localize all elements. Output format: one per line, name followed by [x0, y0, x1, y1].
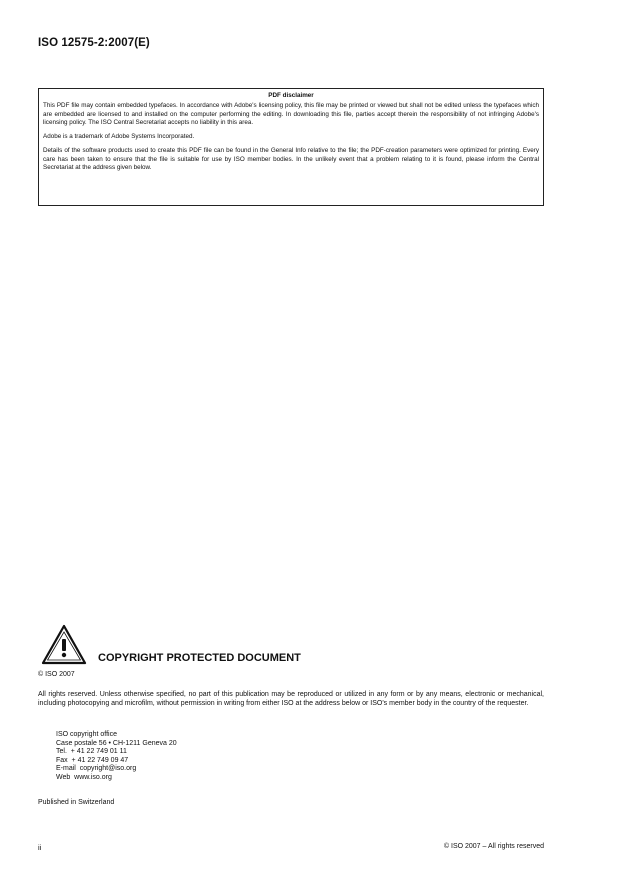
iso-address-block	[56, 731, 177, 783]
address-line: Case postale 56 • CH-1211 Geneva 20	[56, 739, 177, 747]
warning-triangle-icon	[41, 624, 87, 666]
copyright-heading: COPYRIGHT PROTECTED DOCUMENT	[98, 652, 301, 664]
address-line-phone: Tel. + 41 22 749 01 11	[56, 748, 127, 756]
rights-statement: All rights reserved. Unless otherwise specified, no part of this publication may be reproduced or utilized in any form or by any means, electronic or mechanical, including photocopying and microfilm, without permission in writing from either ISO at the address below or ISO's member body in the country of the requester.	[38, 691, 544, 708]
footer-copyright: © ISO 2007 – All rights reserved	[443, 843, 544, 850]
address-line-fax: Fax + 41 22 749 09 47	[56, 756, 129, 764]
disclaimer-paragraph-1: This PDF file may contain embedded typefaces. In accordance with Adobe's licensing policy, this file may be printed or viewed but shall not be edited unless the typefaces which are embedded are licensed to and installed on the computer performing the editing. In downloading this file, parties accept therein the responsibility of not infringing Adobe's licensing policy. The ISO Central Secretariat accepts no liability in this area.	[43, 102, 539, 126]
document-id: ISO 12575-2:2007(E)	[38, 37, 150, 49]
address-line-email: E-mail copyright@iso.org	[56, 765, 137, 773]
published-in: Published in Switzerland	[38, 799, 115, 806]
disclaimer-paragraph-2: Adobe is a trademark of Adobe Systems Incorporated.	[43, 133, 195, 141]
copyright-year: © ISO 2007	[38, 671, 75, 678]
pdf-disclaimer-box	[38, 88, 544, 206]
address-line: ISO copyright office	[56, 731, 117, 738]
disclaimer-paragraph-3: Details of the software products used to create this PDF file can be found in the General Info relative to the file; the PDF-creation parameters were optimized for printing. Every care has been taken to ensure that the file is suitable for use by ISO member bodies. In the unlikely event that a problem relating to it is found, please inform the Central Secretariat at the address given below.	[43, 147, 539, 172]
page-number: ii	[38, 843, 42, 852]
address-line-web: Web www.iso.org	[56, 773, 112, 781]
disclaimer-title: PDF disclaimer	[268, 92, 314, 99]
